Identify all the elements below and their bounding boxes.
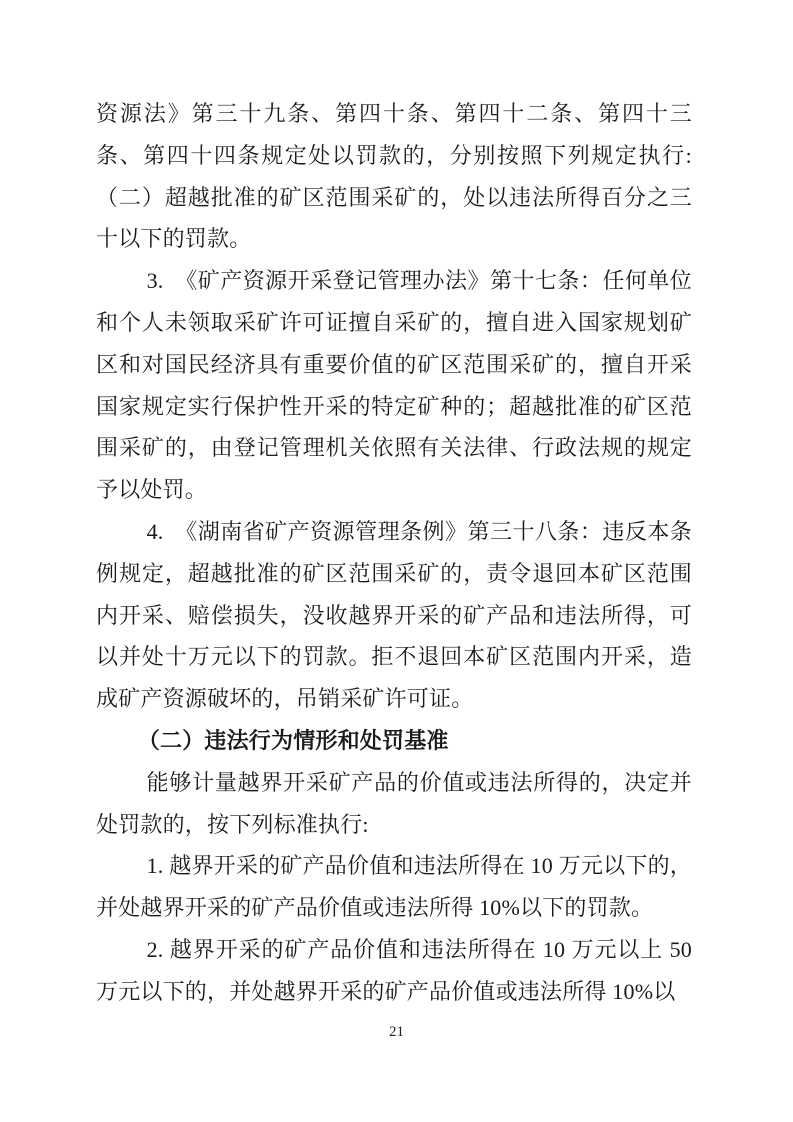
paragraph-continuation: 资源法》第三十九条、第四十条、第四十二条、第四十三条、第四十四条规定处以罚款的，分别按照下列规定执行:（二）超越批准的矿区范围采矿的，处以违法所得百分之三十以下的罚款。 (96, 101, 692, 252)
paragraph-item-3: 3. 《矿产资源开采登记管理办法》第十七条：任何单位和个人未领取采矿许可证擅自采矿的，擅自进入国家规划矿区和对国民经济具有重要价值的矿区范围采矿的，擅自开采国家规定实行保护性开采的特定矿种的；超越批准的矿区范围采矿的，由登记管理机关依照有关法律、行政法规的规定予以处罚。 (96, 268, 692, 503)
paragraph-criteria-intro: 能够计量越界开采矿产品的价值或违法所得的，决定并处罚款的，按下列标准执行: (96, 769, 692, 837)
paragraph-criteria-2: 2. 越界开采的矿产品价值和违法所得在 10 万元以上 50 万元以下的，并处越界开采的矿产品价值或违法所得 10%以 (96, 936, 692, 1004)
paragraph-item-4: 4. 《湖南省矿产资源管理条例》第三十八条：违反本条例规定，超越批准的矿区范围采矿的，责令退回本矿区范围内开采、赔偿损失，没收越界开采的矿产品和违法所得，可以并处十万元以下的罚款。拒不退回本矿区范围内开采，造成矿产资源破坏的，吊销采矿许可证。 (96, 518, 692, 712)
paragraph-criteria-1: 1. 越界开采的矿产品价值和违法所得在 10 万元以下的，并处越界开采的矿产品价值或违法所得 10%以下的罚款。 (96, 853, 692, 921)
section-heading: （二）违法行为情形和处罚基准 (137, 727, 449, 753)
page-number: 21 (389, 1024, 404, 1040)
page-content (96, 93, 692, 1013)
